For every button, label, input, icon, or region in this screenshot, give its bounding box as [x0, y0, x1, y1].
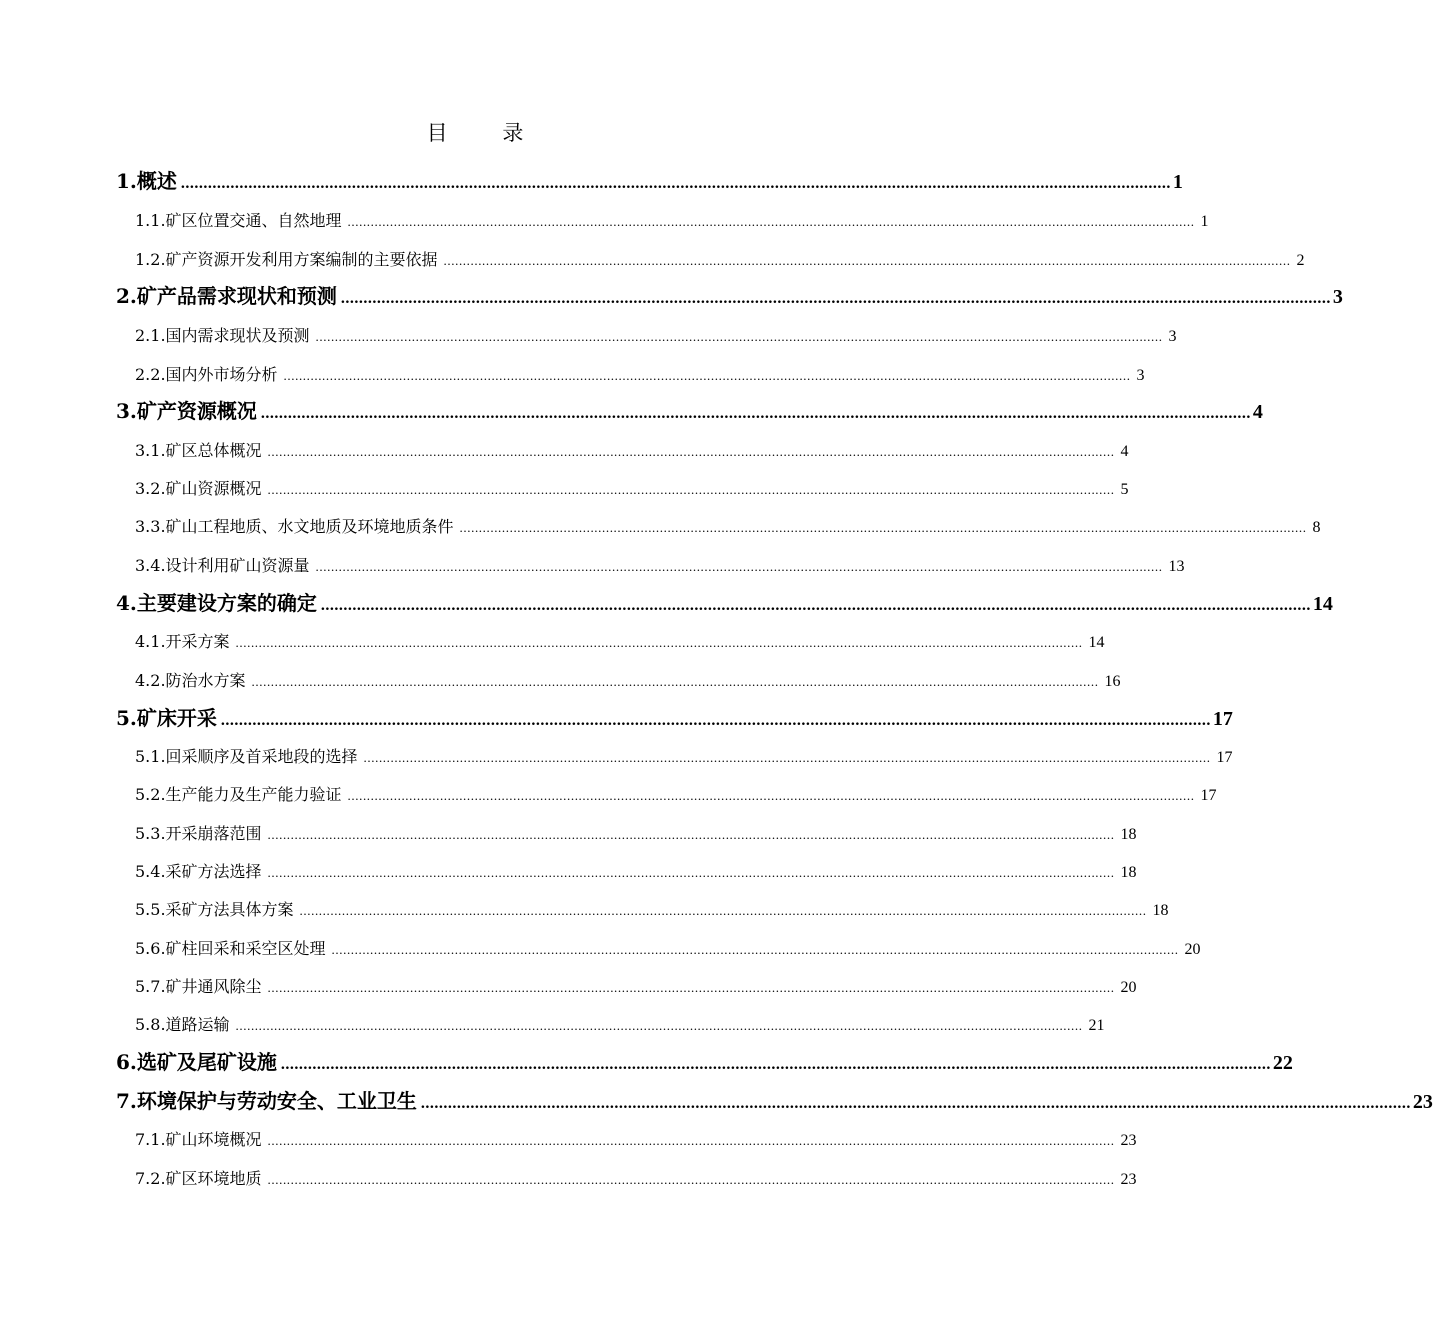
- toc-entry-label: 5.2.生产能力及生产能力验证: [135, 785, 342, 804]
- toc-page-number: 5: [1120, 481, 1129, 498]
- toc-leader-dots: ............................................................................................................................................................................................................................: [267, 865, 1115, 880]
- toc-section-entry[interactable]: [135, 974, 1137, 997]
- toc-entry-label: 7.环境保护与劳动安全、工业卫生: [116, 1089, 417, 1113]
- toc-entry-label: 5.8.道路运输: [135, 1015, 230, 1034]
- toc-page-number: 23: [1412, 1091, 1433, 1113]
- toc-section-entry[interactable]: [135, 208, 1209, 231]
- toc-leader-dots: ............................................................................................................................................................................................................................: [315, 559, 1163, 574]
- toc-entry-label: 3.2.矿山资源概况: [135, 479, 262, 498]
- toc-entry-label: 2.矿产品需求现状和预测: [116, 284, 337, 308]
- toc-entry-label: 3.矿产资源概况: [116, 399, 257, 423]
- toc-entry-label: 2.2.国内外市场分析: [135, 365, 278, 384]
- toc-leader-dots: ............................................................................................................................................................................................................................: [420, 1095, 1411, 1112]
- toc-leader-dots: ............................................................................................................................................................................................................................: [235, 1018, 1083, 1033]
- toc-page-number: 17: [1216, 749, 1233, 766]
- toc-leader-dots: ............................................................................................................................................................................................................................: [347, 788, 1195, 803]
- toc-leader-dots: ............................................................................................................................................................................................................................: [267, 827, 1115, 842]
- toc-leader-dots: ............................................................................................................................................................................................................................: [267, 482, 1115, 497]
- toc-chapter-entry[interactable]: [116, 165, 1183, 194]
- toc-section-entry[interactable]: [135, 1012, 1105, 1035]
- toc-page-number: 14: [1088, 634, 1105, 651]
- toc-leader-dots: ............................................................................................................................................................................................................................: [180, 175, 1171, 192]
- toc-page-number: 8: [1312, 519, 1321, 536]
- toc-section-entry[interactable]: [135, 514, 1321, 537]
- toc-section-entry[interactable]: [135, 247, 1305, 270]
- toc-leader-dots: ............................................................................................................................................................................................................................: [315, 329, 1163, 344]
- toc-leader-dots: ............................................................................................................................................................................................................................: [443, 253, 1291, 268]
- toc-page-number: 20: [1184, 941, 1201, 958]
- toc-leader-dots: ............................................................................................................................................................................................................................: [260, 405, 1251, 422]
- toc-entry-label: 4.1.开采方案: [135, 632, 230, 651]
- toc-page-number: 4: [1120, 443, 1129, 460]
- toc-entry-label: 7.1.矿山环境概况: [135, 1130, 262, 1149]
- toc-leader-dots: ............................................................................................................................................................................................................................: [347, 214, 1195, 229]
- toc-leader-dots: ............................................................................................................................................................................................................................: [267, 444, 1115, 459]
- toc-page-number: 3: [1332, 286, 1343, 308]
- toc-page-number: 18: [1120, 864, 1137, 881]
- toc-entry-label: 1.2.矿产资源开发利用方案编制的主要依据: [135, 250, 438, 269]
- toc-entry-label: 7.2.矿区环境地质: [135, 1169, 262, 1188]
- toc-leader-dots: ............................................................................................................................................................................................................................: [320, 597, 1311, 614]
- toc-page-number: 18: [1152, 902, 1169, 919]
- toc-leader-dots: ............................................................................................................................................................................................................................: [299, 903, 1147, 918]
- toc-page-number: 14: [1312, 593, 1333, 615]
- toc-section-entry[interactable]: [135, 936, 1201, 959]
- toc-page-number: 16: [1104, 673, 1121, 690]
- toc-page-number: 1: [1172, 171, 1183, 193]
- toc-section-entry[interactable]: [135, 323, 1177, 346]
- toc-entry-label: 2.1.国内需求现状及预测: [135, 326, 310, 345]
- toc-leader-dots: ............................................................................................................................................................................................................................: [331, 942, 1179, 957]
- toc-chapter-entry[interactable]: [116, 280, 1343, 309]
- toc-page-number: 2: [1296, 252, 1305, 269]
- toc-page-number: 3: [1136, 367, 1145, 384]
- toc-section-entry[interactable]: [135, 782, 1217, 805]
- toc-entry-label: 5.3.开采崩落范围: [135, 824, 262, 843]
- toc-section-entry[interactable]: [135, 629, 1105, 652]
- toc-entry-label: 4.2.防治水方案: [135, 671, 246, 690]
- toc-entry-label: 5.4.采矿方法选择: [135, 862, 262, 881]
- toc-section-entry[interactable]: [135, 1127, 1137, 1150]
- toc-leader-dots: ............................................................................................................................................................................................................................: [280, 1056, 1271, 1073]
- toc-page-number: 23: [1120, 1132, 1137, 1149]
- toc-chapter-entry[interactable]: [116, 395, 1263, 424]
- toc-section-entry[interactable]: [135, 668, 1121, 691]
- toc-entry-label: 5.矿床开采: [116, 706, 217, 730]
- toc-chapter-entry[interactable]: [116, 1085, 1433, 1114]
- toc-section-entry[interactable]: [135, 821, 1137, 844]
- toc-title: 目 录: [426, 121, 548, 145]
- toc-entry-label: 1.1.矿区位置交通、自然地理: [135, 211, 342, 230]
- toc-leader-dots: ............................................................................................................................................................................................................................: [235, 635, 1083, 650]
- toc-entry-label: 5.6.矿柱回采和采空区处理: [135, 939, 326, 958]
- toc-page-number: 4: [1252, 401, 1263, 423]
- toc-entry-label: 3.3.矿山工程地质、水文地质及环境地质条件: [135, 517, 454, 536]
- toc-section-entry[interactable]: [135, 744, 1233, 767]
- toc-section-entry[interactable]: [135, 362, 1145, 385]
- toc-leader-dots: ............................................................................................................................................................................................................................: [267, 1133, 1115, 1148]
- toc-section-entry[interactable]: [135, 859, 1137, 882]
- toc-leader-dots: ............................................................................................................................................................................................................................: [283, 368, 1131, 383]
- toc-page-number: 21: [1088, 1017, 1105, 1034]
- toc-entry-label: 4.主要建设方案的确定: [116, 591, 317, 615]
- toc-section-entry[interactable]: [135, 1166, 1137, 1189]
- toc-section-entry[interactable]: [135, 438, 1129, 461]
- toc-entry-label: 1.概述: [116, 169, 177, 193]
- toc-page-number: 13: [1168, 558, 1185, 575]
- toc-leader-dots: ............................................................................................................................................................................................................................: [267, 1172, 1115, 1187]
- toc-leader-dots: ............................................................................................................................................................................................................................: [267, 980, 1115, 995]
- toc-section-entry[interactable]: [135, 553, 1185, 576]
- toc-page-number: 17: [1200, 787, 1217, 804]
- toc-chapter-entry[interactable]: [116, 587, 1333, 616]
- toc-entry-label: 6.选矿及尾矿设施: [116, 1050, 277, 1074]
- toc-entry-label: 3.1.矿区总体概况: [135, 441, 262, 460]
- toc-entry-label: 5.1.回采顺序及首采地段的选择: [135, 747, 358, 766]
- toc-page-number: 20: [1120, 979, 1137, 996]
- toc-page-number: 3: [1168, 328, 1177, 345]
- toc-page-number: 23: [1120, 1171, 1137, 1188]
- toc-page-number: 22: [1272, 1052, 1293, 1074]
- toc-page-number: 17: [1212, 708, 1233, 730]
- toc-section-entry[interactable]: [135, 476, 1129, 499]
- toc-leader-dots: ............................................................................................................................................................................................................................: [459, 520, 1307, 535]
- toc-page-number: 18: [1120, 826, 1137, 843]
- toc-entry-label: 5.5.采矿方法具体方案: [135, 900, 294, 919]
- toc-leader-dots: ............................................................................................................................................................................................................................: [220, 712, 1211, 729]
- toc-leader-dots: ............................................................................................................................................................................................................................: [251, 674, 1099, 689]
- toc-chapter-entry[interactable]: [116, 702, 1233, 731]
- toc-page-number: 1: [1200, 213, 1209, 230]
- toc-entry-label: 3.4.设计利用矿山资源量: [135, 556, 310, 575]
- toc-chapter-entry[interactable]: [116, 1046, 1293, 1075]
- toc-leader-dots: ............................................................................................................................................................................................................................: [340, 290, 1331, 307]
- toc-leader-dots: ............................................................................................................................................................................................................................: [363, 750, 1211, 765]
- toc-entry-label: 5.7.矿井通风除尘: [135, 977, 262, 996]
- toc-section-entry[interactable]: [135, 897, 1169, 920]
